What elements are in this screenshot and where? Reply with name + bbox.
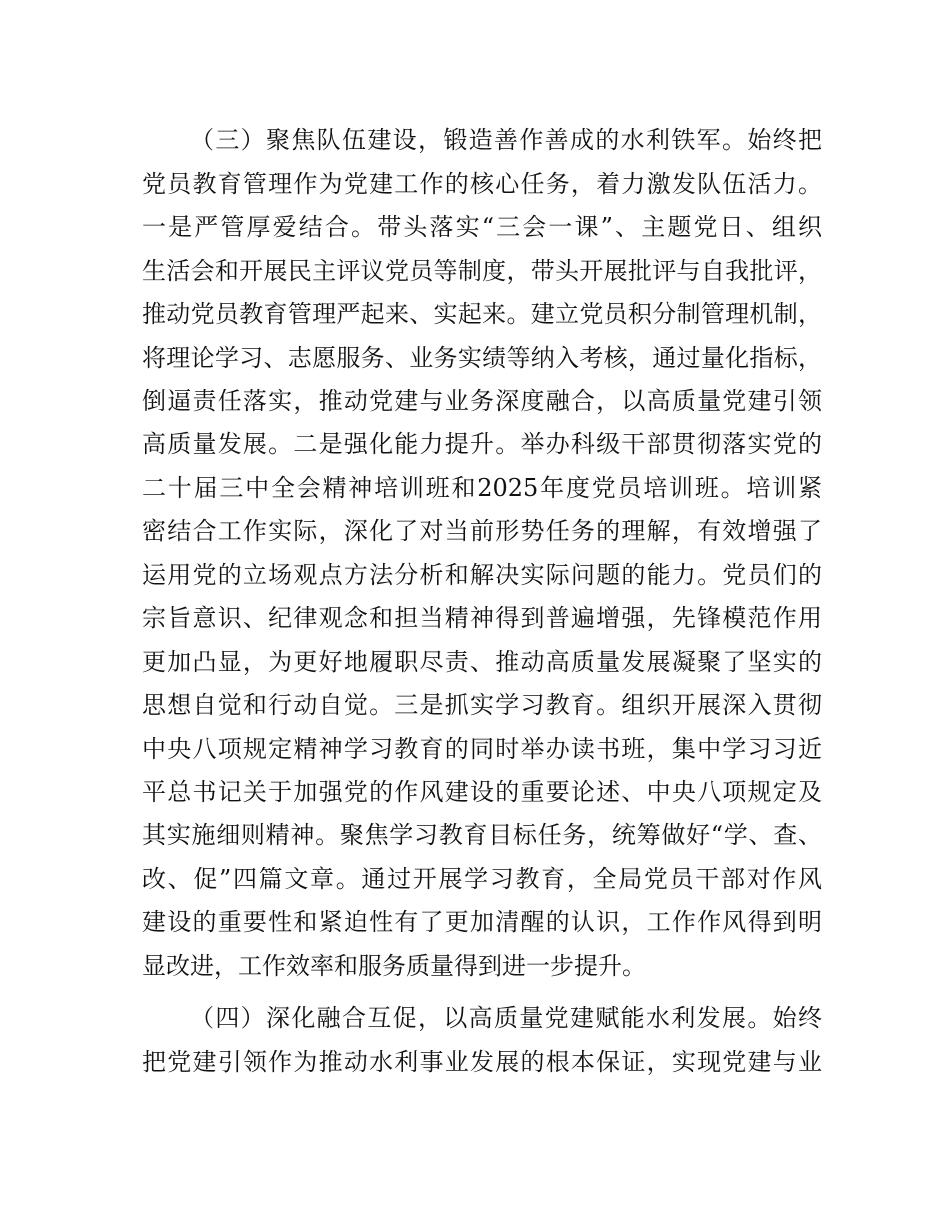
paragraph-line: 高质量发展。二是强化能力提升。举办科级干部贯彻落实党的 (142, 430, 822, 458)
paragraph-line: 改、促”四篇文章。通过开展学习教育，全局党员干部对作风 (142, 865, 822, 893)
paragraph-line: 宗旨意识、纪律观念和担当精神得到普遍增强，先锋模范作用 (142, 604, 822, 632)
paragraph-line: 把党建引领作为推动水利事业发展的根本保证，实现党建与业 (142, 1048, 822, 1076)
paragraph-line: 更加凸显，为更好地履职尽责、推动高质量发展凝聚了坚实的 (142, 648, 822, 676)
paragraph-line: 倒逼责任落实，推动党建与业务深度融合，以高质量党建引领 (142, 387, 822, 415)
paragraph-line: 平总书记关于加强党的作风建设的重要论述、中央八项规定及 (142, 778, 822, 806)
paragraph-line: 一是严管厚爱结合。带头落实“三会一课”、主题党日、组织 (142, 213, 822, 241)
paragraph-line: 运用党的立场观点方法分析和解决实际问题的能力。党员们的 (142, 561, 822, 589)
paragraph-line: 二十届三中全会精神培训班和2025年度党员培训班。培训紧 (142, 474, 822, 502)
paragraph-line: 将理论学习、志愿服务、业务实绩等纳入考核，通过量化指标， (142, 344, 822, 372)
paragraph-line: 生活会和开展民主评议党员等制度，带头开展批评与自我批评， (142, 257, 822, 285)
paragraph-line: （四）深化融合互促，以高质量党建赋能水利发展。始终 (190, 1004, 822, 1032)
paragraph-line: 思想自觉和行动自觉。三是抓实学习教育。组织开展深入贯彻 (142, 691, 822, 719)
paragraph-line: 推动党员教育管理严起来、实起来。建立党员积分制管理机制， (142, 300, 822, 328)
paragraph-line: 其实施细则精神。聚焦学习教育目标任务，统筹做好“学、查、 (142, 821, 822, 849)
paragraph-line: 建设的重要性和紧迫性有了更加清醒的认识，工作作风得到明 (142, 908, 822, 936)
paragraph-line: 密结合工作实际，深化了对当前形势任务的理解，有效增强了 (142, 517, 822, 545)
paragraph-line: （三）聚焦队伍建设，锻造善作善成的水利铁军。始终把 (190, 126, 822, 154)
paragraph-line-last: 显改进，工作效率和服务质量得到进一步提升。 (142, 952, 646, 980)
paragraph-line: 党员教育管理作为党建工作的核心任务，着力激发队伍活力。 (142, 170, 822, 198)
paragraph-line: 中央八项规定精神学习教育的同时举办读书班，集中学习习近 (142, 735, 822, 763)
